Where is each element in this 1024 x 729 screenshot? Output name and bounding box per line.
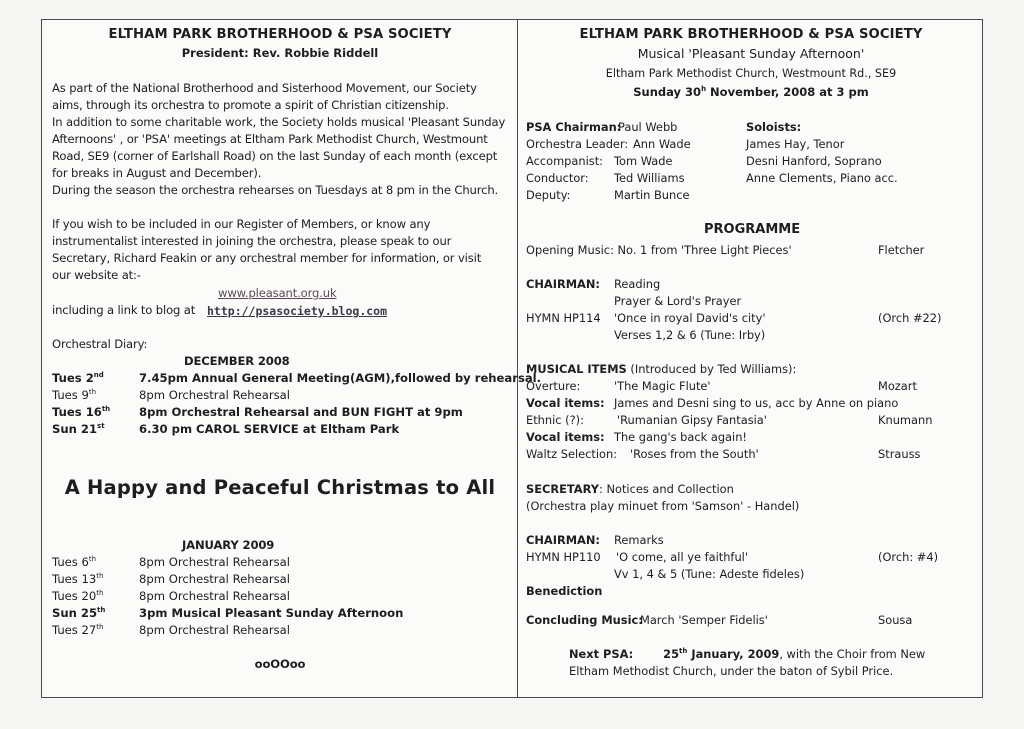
item-label: Ethnic (?): bbox=[526, 413, 584, 427]
event-venue: Eltham Park Methodist Church, Westmount Rd., SE9 bbox=[605, 67, 897, 80]
next-psa-label: Next PSA: bbox=[569, 647, 634, 661]
item-piece: 'Roses from the South' bbox=[630, 447, 759, 461]
diary-event: 8pm Orchestral Rehearsal bbox=[139, 388, 290, 402]
diary-event: 8pm Orchestral Rehearsal and BUN FIGHT at 9pm bbox=[139, 405, 463, 419]
diary-event: 8pm Orchestral Rehearsal bbox=[139, 555, 290, 569]
item-label: Vocal items: bbox=[526, 396, 605, 410]
diary-day: Tues 2nd bbox=[52, 371, 104, 385]
diary-row bbox=[52, 404, 463, 421]
officer-label: Deputy: bbox=[526, 188, 571, 202]
chairman-label: CHAIRMAN: bbox=[526, 277, 600, 291]
officer-name: Ann Wade bbox=[633, 137, 691, 151]
december-heading: DECEMBER 2008 bbox=[184, 354, 290, 368]
chairman-item: Reading bbox=[614, 277, 661, 291]
concluding-label: Concluding Music: bbox=[526, 613, 643, 627]
officer-name: Ted Williams bbox=[614, 171, 685, 185]
item-piece: 'The Magic Flute' bbox=[614, 379, 711, 393]
item-composer: Strauss bbox=[878, 447, 921, 461]
hymn-title: 'Once in royal David's city' bbox=[614, 311, 766, 325]
diary-row bbox=[52, 605, 403, 622]
intro-line: During the season the orchestra rehearses on Tuesdays at 8 pm in the Church. bbox=[52, 183, 499, 197]
diary-day: Tues 16th bbox=[52, 405, 111, 419]
diary-day: Tues 6th bbox=[52, 555, 97, 569]
secretary-note: (Orchestra play minuet from 'Samson' - Handel) bbox=[526, 499, 800, 513]
event-date: Sunday 30$^h$ November, 2008 at 3 pm bbox=[633, 85, 869, 99]
diary-row bbox=[52, 588, 290, 605]
item-composer: Knumann bbox=[878, 413, 933, 427]
intro-line: Road, SE9 (corner of Earlshall Road) on the last Sunday of each month (except bbox=[52, 149, 498, 163]
chairman-label: CHAIRMAN: bbox=[526, 533, 600, 547]
diary-event: 6.30 pm CAROL SERVICE at Eltham Park bbox=[139, 422, 400, 436]
diary-row bbox=[52, 370, 541, 387]
officer-name: Tom Wade bbox=[614, 154, 673, 168]
item-label: Overture: bbox=[526, 379, 581, 393]
diary-day: Sun 25th bbox=[52, 606, 106, 620]
diary-row bbox=[52, 554, 290, 571]
left-title: ELTHAM PARK BROTHERHOOD & PSA SOCIETY bbox=[108, 27, 452, 42]
officer-label: Accompanist: bbox=[526, 154, 604, 168]
benediction: Benediction bbox=[526, 584, 603, 598]
diary-event: 8pm Orchestral Rehearsal bbox=[139, 623, 290, 637]
diary-event: 8pm Orchestral Rehearsal bbox=[139, 589, 290, 603]
register-paragraph bbox=[52, 216, 481, 284]
officer-name: Paul Webb bbox=[618, 120, 678, 134]
diary-day: Tues 27th bbox=[52, 623, 104, 637]
hymn-verses: Verses 1,2 & 6 (Tune: Irby) bbox=[614, 328, 766, 342]
soloists-label: Soloists: bbox=[746, 120, 802, 134]
officer-label: PSA Chairman: bbox=[526, 120, 622, 134]
soloist: Desni Hanford, Soprano bbox=[746, 154, 882, 168]
register-line: instrumentalist interested in joining the orchestra, please speak to our bbox=[52, 234, 452, 248]
opening-music: Opening Music: No. 1 from 'Three Light Pieces' bbox=[526, 243, 792, 257]
intro-line: aims, through its orchestra to promote a spirit of Christian citizenship. bbox=[52, 98, 449, 112]
item-label: Vocal items: bbox=[526, 430, 605, 444]
website-link[interactable]: www.pleasant.org.uk bbox=[218, 286, 337, 300]
opening-composer: Fletcher bbox=[878, 243, 925, 257]
hymn-label: HYMN HP110 bbox=[526, 550, 601, 564]
diary-event: 7.45pm Annual General Meeting(AGM),followed by rehearsal. bbox=[139, 371, 542, 385]
diary-label: Orchestral Diary: bbox=[52, 337, 148, 351]
intro-line: for breaks in August and December). bbox=[52, 166, 262, 180]
column-divider bbox=[517, 19, 518, 698]
diary-day: Tues 13th bbox=[52, 572, 104, 586]
chairman-remarks: Remarks bbox=[614, 533, 664, 547]
hymn-verses: Vv 1, 4 & 5 (Tune: Adeste fideles) bbox=[614, 567, 805, 581]
item-piece: 'Rumanian Gipsy Fantasia' bbox=[617, 413, 767, 427]
soloist: Anne Clements, Piano acc. bbox=[746, 171, 898, 185]
diary-row bbox=[52, 571, 290, 588]
musical-items-heading: MUSICAL ITEMS (Introduced by Ted Williams): bbox=[526, 362, 797, 376]
concluding-composer: Sousa bbox=[878, 613, 913, 627]
diary-row bbox=[52, 421, 399, 438]
secretary-line: SECRETARY: Notices and Collection bbox=[526, 482, 734, 496]
diary-event: 8pm Orchestral Rehearsal bbox=[139, 572, 290, 586]
intro-line: As part of the National Brotherhood and Sisterhood Movement, our Society bbox=[52, 81, 477, 95]
blog-prefix: including a link to blog at bbox=[52, 303, 196, 317]
diary-row bbox=[52, 387, 290, 404]
right-title: ELTHAM PARK BROTHERHOOD & PSA SOCIETY bbox=[579, 27, 923, 42]
diary-day: Tues 9th bbox=[52, 388, 97, 402]
officer-label: Orchestra Leader: bbox=[526, 137, 629, 151]
item-piece: The gang's back again! bbox=[614, 430, 747, 444]
january-heading: JANUARY 2009 bbox=[182, 538, 275, 552]
intro-line: Afternoons' , or 'PSA' meetings at Eltham Park Methodist Church, Westmount bbox=[52, 132, 488, 146]
item-piece: James and Desni sing to us, acc by Anne on piano bbox=[614, 396, 899, 410]
next-psa: Next PSA: 25th January, 2009, with the Choir from New bbox=[569, 647, 926, 661]
register-line: our website at:- bbox=[52, 268, 141, 282]
officer-label: Conductor: bbox=[526, 171, 589, 185]
hymn-label: HYMN HP114 bbox=[526, 311, 601, 325]
president: President: Rev. Robbie Riddell bbox=[181, 46, 379, 60]
soloist: James Hay, Tenor bbox=[746, 137, 845, 151]
concluding-piece: March 'Semper Fidelis' bbox=[640, 613, 768, 627]
chairman-item: Prayer & Lord's Prayer bbox=[614, 294, 742, 308]
hymn-title: 'O come, all ye faithful' bbox=[616, 550, 748, 564]
diary-event: 3pm Musical Pleasant Sunday Afternoon bbox=[139, 606, 404, 620]
diary-day: Tues 20th bbox=[52, 589, 104, 603]
footer-ornament: ooOOoo bbox=[254, 657, 306, 671]
register-line: If you wish to be included in our Register of Members, or know any bbox=[52, 217, 431, 231]
programme-heading: PROGRAMME bbox=[704, 222, 801, 237]
blog-link[interactable]: http://psasociety.blog.com bbox=[207, 304, 388, 318]
christmas-greeting: A Happy and Peaceful Christmas to All bbox=[64, 476, 496, 499]
item-label: Waltz Selection: bbox=[526, 447, 618, 461]
diary-row bbox=[52, 622, 290, 639]
intro-line: In addition to some charitable work, the Society holds musical 'Pleasant Sunday bbox=[52, 115, 506, 129]
item-composer: Mozart bbox=[878, 379, 917, 393]
intro-paragraph bbox=[52, 80, 505, 199]
next-psa-detail: Eltham Methodist Church, under the baton of Sybil Price. bbox=[569, 664, 894, 678]
register-line: Secretary, Richard Feakin or any orchestral member for information, or visit bbox=[52, 251, 482, 265]
hymn-ref: (Orch: #4) bbox=[878, 550, 939, 564]
officer-name: Martin Bunce bbox=[614, 188, 690, 202]
diary-day: Sun 21st bbox=[52, 422, 105, 436]
event-subtitle: Musical 'Pleasant Sunday Afternoon' bbox=[637, 46, 865, 61]
hymn-ref: (Orch #22) bbox=[878, 311, 942, 325]
